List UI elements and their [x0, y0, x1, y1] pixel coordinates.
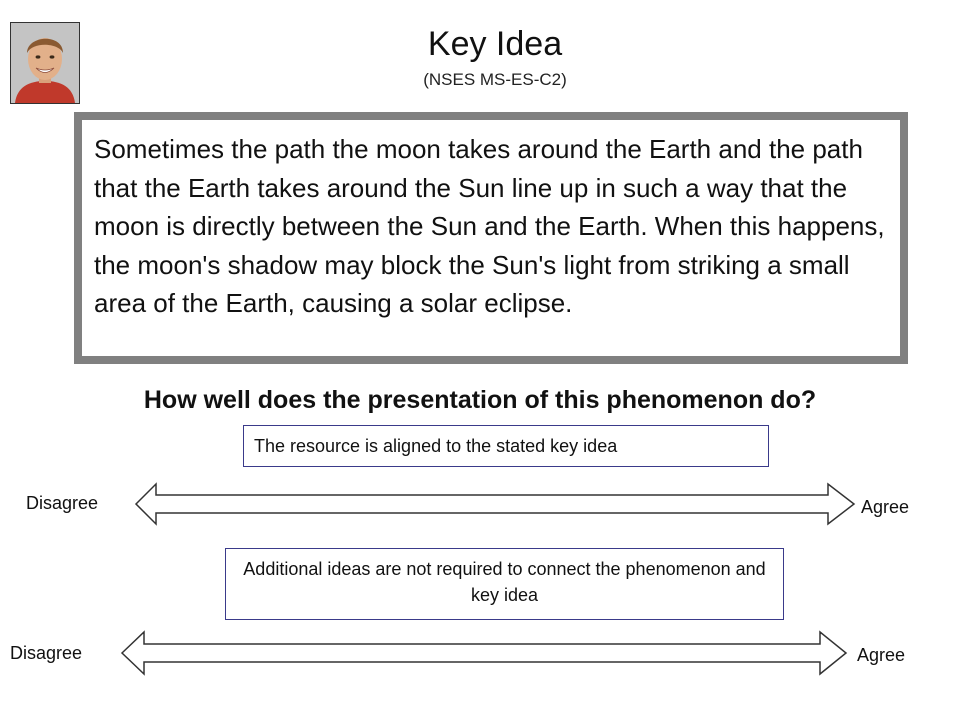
page-title: Key Idea [427, 25, 563, 63]
question-heading: How well does the presentation of this phenomenon do? [143, 386, 817, 414]
statement-box-2 [225, 548, 784, 620]
statement-text-2: Additional ideas are not required to connect the phenomenon and key idea [243, 559, 766, 605]
key-idea-text: Sometimes the path the moon takes around the Earth and the path that the Earth takes around the Sun line up in such a way that the moon is directly between the Sun and the Earth. When this happens, the moon's shadow may block the Sun's light from striking a small area of the Earth, causing a solar eclipse. [94, 134, 885, 318]
scale-2-double-arrow[interactable] [120, 630, 848, 676]
scale-1-right-label: Agree [861, 497, 910, 517]
scale-2-left-label: Disagree [10, 643, 83, 663]
scale-2-right-label: Agree [857, 645, 906, 665]
key-idea-box [74, 112, 908, 364]
scale-1-double-arrow[interactable] [134, 482, 856, 526]
scale-1-left-label: Disagree [26, 493, 99, 513]
standard-code: (NSES MS-ES-C2) [423, 70, 567, 89]
statement-box-1 [243, 425, 769, 467]
statement-text-1: The resource is aligned to the stated key idea [254, 436, 618, 456]
